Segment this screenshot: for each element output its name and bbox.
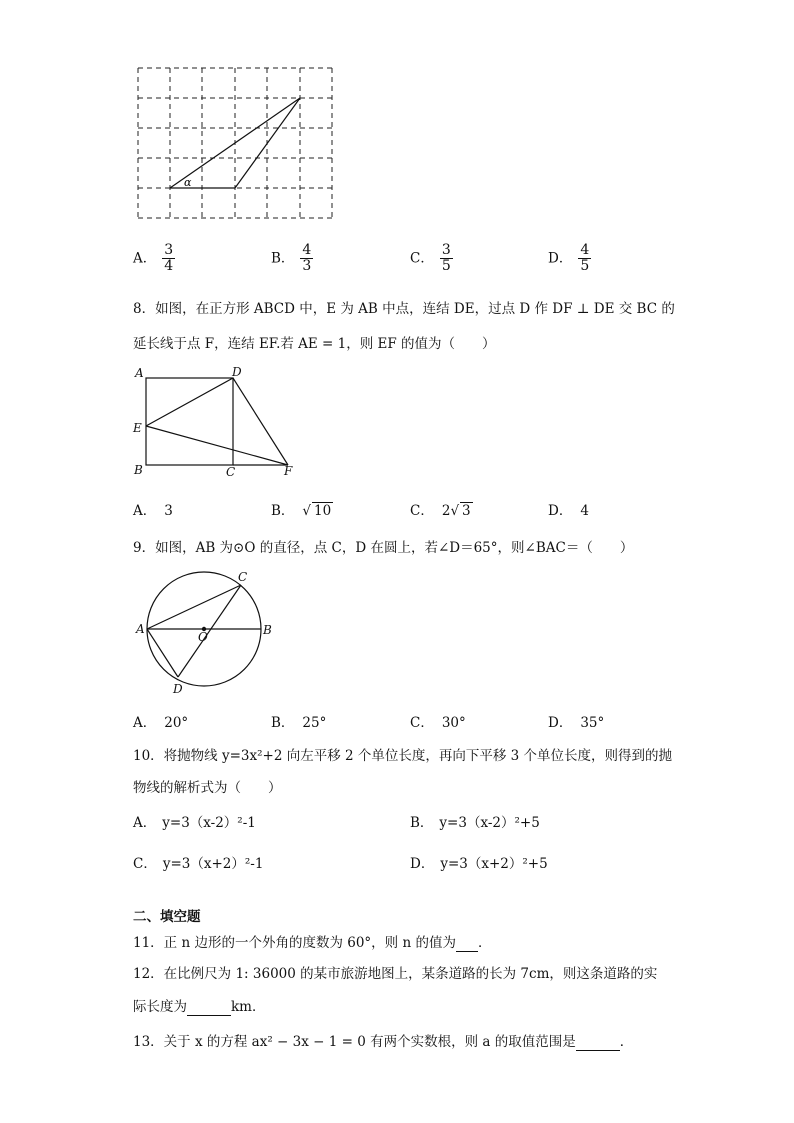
q7-option-b[interactable]: B． $\frac{4}{3}$ — [271, 242, 312, 275]
q10-option-d[interactable]: D． y=3（x+2）²+5 — [410, 856, 548, 872]
q9-option-d[interactable]: D． 35° — [548, 715, 605, 731]
q8-stem-line2: 延长线于点 F，连结 EF.若 AE = 1，则 EF 的值为（ ） — [133, 336, 496, 352]
q9-stem-line1: 9．如图，AB 为⊙O 的直径，点 C，D 在圆上，若∠D＝65°，则∠BAC＝（ ） — [133, 540, 634, 556]
label-c: C — [226, 465, 236, 479]
q7-option-d[interactable]: D． $\frac{4}{5}$ — [548, 242, 590, 275]
q8-square-figure — [130, 362, 300, 480]
answer-blank[interactable] — [456, 935, 478, 952]
q10-stem-line2: 物线的解析式为（ ） — [133, 780, 282, 796]
fraction: $\frac{4}{5}$ — [580, 242, 590, 275]
q8-stem-line1: 8．如图，在正方形 ABCD 中，E 为 AB 中点，连结 DE，过点 D 作 DF ⊥ DE 交 BC 的 — [133, 301, 675, 317]
label-o: O — [198, 630, 208, 644]
q9-circle-figure — [132, 566, 282, 698]
q9-option-b[interactable]: B． 25° — [271, 715, 327, 731]
q11-stem: 11．正 n 边形的一个外角的度数为 60°，则 n 的值为 ． — [133, 935, 492, 951]
q12-stem-line1: 12．在比例尺为 1: 36000 的某市旅游地图上，某条道路的长为 7cm，则这条道路的实 — [133, 966, 658, 982]
alpha-label: α — [184, 176, 192, 189]
label-b: B — [263, 623, 272, 637]
label-d: D — [173, 682, 183, 696]
sqrt-radicand: 3 — [462, 503, 471, 519]
q7-option-c[interactable]: C． $\frac{3}{5}$ — [410, 242, 451, 275]
q7-option-a[interactable]: A． $\frac{3}{4}$ — [133, 242, 174, 275]
label-f: F — [284, 464, 293, 478]
section-title: 二、填空题 — [133, 909, 201, 925]
q9-option-a[interactable]: A． 20° — [133, 715, 189, 731]
q7-grid-figure — [130, 60, 340, 225]
answer-blank[interactable] — [576, 1034, 620, 1051]
label-d: D — [232, 365, 242, 379]
triangle-side-short — [235, 98, 300, 188]
fraction: $\frac{3}{4}$ — [164, 242, 174, 275]
q8-option-b[interactable]: B． √ 10 — [271, 503, 332, 519]
q8-option-d[interactable]: D． 4 — [548, 503, 589, 519]
q10-option-c[interactable]: C． y=3（x+2）²-1 — [133, 856, 264, 872]
q10-stem-line1: 10．将抛物线 y=3x²+2 向左平移 2 个单位长度，再向下平移 3 个单位长度，则得到的抛 — [133, 748, 673, 764]
q10-option-a[interactable]: A． y=3（x-2）²-1 — [133, 815, 256, 831]
label-b: B — [134, 463, 143, 477]
answer-blank[interactable] — [187, 999, 231, 1016]
q8-option-a[interactable]: A． 3 — [133, 503, 173, 519]
label-a: A — [135, 366, 144, 380]
chord-cd — [178, 585, 241, 677]
fraction: $\frac{4}{3}$ — [302, 242, 312, 275]
segment-de — [146, 378, 233, 426]
label-a: A — [136, 622, 145, 636]
fraction: $\frac{3}{5}$ — [441, 242, 451, 275]
q13-stem: 13．关于 x 的方程 ax² − 3x − 1 = 0 有两个实数根，则 a 的取值范围是 ． — [133, 1034, 634, 1050]
triangle-side-long — [170, 98, 300, 188]
q12-stem-line2: 际长度为 km． — [133, 999, 266, 1015]
label-e: E — [133, 421, 142, 435]
q8-option-c[interactable]: C． 2√ 3 — [410, 503, 471, 519]
label-c: C — [238, 570, 248, 584]
q10-option-b[interactable]: B． y=3（x-2）²+5 — [410, 815, 540, 831]
q9-option-c[interactable]: C． 30° — [410, 715, 466, 731]
sqrt-radicand: 10 — [314, 503, 332, 519]
